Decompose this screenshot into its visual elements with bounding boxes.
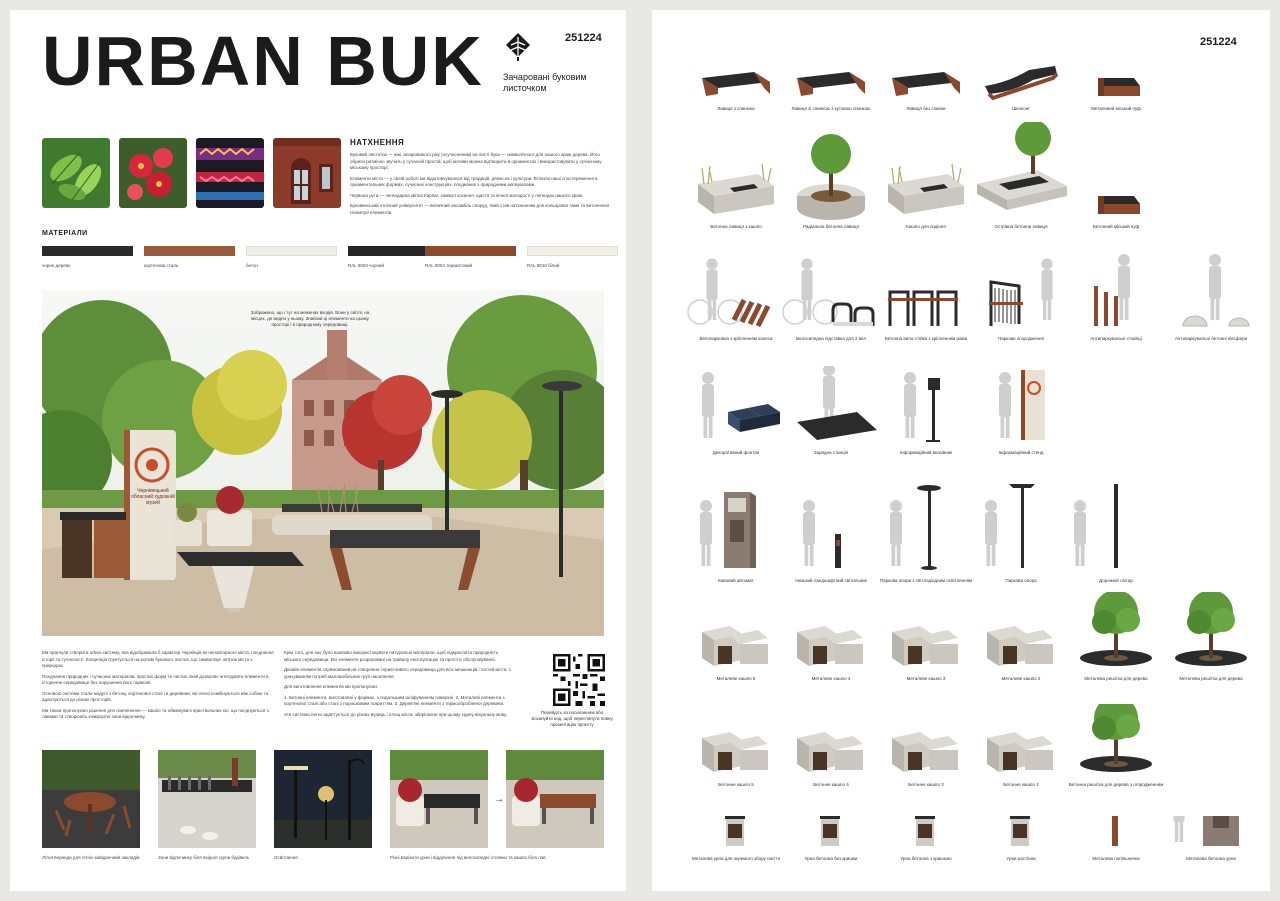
project-code: 251224 bbox=[565, 32, 602, 44]
catalog-item-image bbox=[684, 366, 788, 446]
catalog-item-image bbox=[779, 122, 883, 220]
catalog-item-image bbox=[969, 366, 1073, 446]
catalog-item bbox=[1064, 592, 1168, 682]
main-park-render bbox=[42, 290, 604, 636]
material-swatch bbox=[42, 246, 133, 256]
catalog-item bbox=[969, 366, 1073, 456]
catalog-item bbox=[874, 248, 978, 342]
scenario-thumbnail-bench-after bbox=[506, 750, 604, 848]
catalog-item bbox=[1159, 248, 1263, 342]
qr-caption: Перейдіть за посиланням або зіскануйте код, щоб переглянути повну презентацію проєкту bbox=[531, 710, 613, 727]
catalog-item bbox=[684, 248, 788, 342]
scenario-label: Літня веранда для літніх майданчиків закладів bbox=[42, 855, 140, 860]
catalog-item-label: Радіальна бетонна лавиця bbox=[803, 224, 859, 229]
description-paragraph: Дизайн елементів спрямований на створення сприятливого середовища для всіх мешканців і гостей міста, з урахуванням потреб маломобільних груп населення. bbox=[284, 667, 511, 679]
render-caption: Зображено, що і тут на меженах входів. Вони у світлі, на місцях, де видно у ньому. Знайомі ці елементи на цьому просторі і в природному середовищі. bbox=[250, 310, 370, 327]
catalog-item-image bbox=[1159, 248, 1263, 332]
catalog-item-label: Велосипедна підставка для 2 вел bbox=[795, 336, 867, 341]
catalog-item bbox=[1159, 816, 1263, 862]
catalog-item-label: Бетонний міський пуф bbox=[1092, 224, 1140, 229]
description-column-2 bbox=[284, 650, 516, 722]
material-swatch bbox=[527, 246, 618, 256]
catalog-item bbox=[969, 592, 1073, 682]
catalog-item bbox=[1159, 592, 1263, 682]
catalog-item-label: Велопарковка з кріпленням колеса bbox=[699, 336, 773, 341]
scenario-thumbnail-entrance bbox=[158, 750, 256, 848]
material-label: RAL 8004 теракотовий bbox=[425, 263, 472, 268]
catalog-item-label: Бетонне кашпо 4 bbox=[813, 782, 849, 787]
catalog-item bbox=[684, 366, 788, 456]
catalog-item bbox=[874, 122, 978, 230]
catalog-item bbox=[684, 484, 788, 584]
material-label: RAL 9004 чорний bbox=[348, 263, 384, 268]
catalog-item bbox=[874, 816, 978, 862]
catalog-item-label: Паркова опора з світлодіодним освітленням bbox=[879, 578, 973, 583]
inspiration-photo-beech-leaves bbox=[42, 138, 110, 208]
catalog-item-label: Шезлонг bbox=[1012, 106, 1030, 111]
description-paragraph: Уся система легко адаптується до різних вулиць і площ міста, зберігаючи при цьому єдину візуальну мову. bbox=[284, 711, 508, 717]
catalog-item-label: Бетонне кашпо 5 bbox=[718, 782, 754, 787]
scenario-thumbnail-terrace bbox=[42, 750, 140, 848]
catalog-item bbox=[779, 46, 883, 112]
catalog-item-label: Зарядна станція bbox=[813, 450, 849, 455]
catalog-item-label: Металеве кашпо 2 bbox=[1001, 676, 1041, 681]
catalog-item-label: Декоративний фонтан bbox=[712, 450, 760, 455]
presentation-sheet-right bbox=[652, 10, 1270, 891]
description-paragraph: 1. Бетонні елементи, виготовлені у формах, з подальшим шліфуванням поверхні. 2. Металеві елементи з кортенової сталі або сталі з порошковим покриттям. 3. Дерев'яні елементи з термообробленої деревини. bbox=[284, 694, 505, 706]
catalog-item-image bbox=[684, 248, 788, 332]
inspiration-paragraph: Червона рута — легендарна квітка Карпат, символ кохання, щастя та вічної молодості у легендах нашого краю. bbox=[350, 192, 584, 198]
catalog-item-image bbox=[969, 484, 1073, 574]
material-label: кортенова сталь bbox=[144, 263, 179, 268]
catalog-item-image bbox=[1064, 592, 1168, 672]
inspiration-text bbox=[350, 152, 610, 220]
inspiration-photo-university-facade bbox=[273, 138, 341, 208]
catalog-item-image bbox=[969, 592, 1073, 672]
catalog-item bbox=[684, 46, 788, 112]
scenario-thumbnail-bench-before bbox=[390, 750, 488, 848]
catalog-item-image bbox=[779, 592, 883, 672]
catalog-item bbox=[1064, 122, 1168, 230]
catalog-item bbox=[684, 592, 788, 682]
brand-title: URBAN BUK bbox=[42, 22, 484, 100]
catalog-item-image bbox=[874, 122, 978, 220]
catalog-item-image bbox=[684, 46, 788, 102]
catalog-item-label: Металева попільничка bbox=[1092, 856, 1140, 861]
catalog-item-label: Острівна бетонна лавиця bbox=[994, 224, 1048, 229]
catalog-item-image bbox=[969, 816, 1073, 852]
catalog-item-image bbox=[1064, 46, 1168, 102]
scenario-label: Різні варіанти урни і відділення під велосипедні стоянки та кашпо біля лав bbox=[390, 855, 546, 860]
catalog-item-label: Металева бетонна урна bbox=[1186, 856, 1236, 861]
description-paragraph: Ми також пропонуємо рішення для озеленення — кашпо та обмежувачі приствольних кіл, що поєднуються з лавами та створюють комфортні зони відпочинку. bbox=[42, 707, 269, 719]
inspiration-title: НАТХНЕННЯ bbox=[350, 138, 405, 147]
catalog-item-label: Антипаркувальні стовпці bbox=[1090, 336, 1142, 341]
catalog-item-image bbox=[779, 704, 883, 778]
catalog-item-label: Кашпо для сидіння bbox=[906, 224, 946, 229]
catalog-item-label: Низький ландшафтний світильник bbox=[795, 578, 867, 583]
catalog-item-image bbox=[874, 704, 978, 778]
catalog-item bbox=[874, 704, 978, 788]
catalog-item-label: Металева решітка для дерева bbox=[1179, 676, 1243, 681]
catalog-item-label: Паркове огородження bbox=[998, 336, 1044, 341]
catalog-item-image bbox=[684, 484, 788, 574]
catalog-item-label: Металеве кашпо 5 bbox=[716, 676, 756, 681]
arrow-right-icon: → bbox=[494, 794, 504, 805]
catalog-item-label: Лавиця зі спинкою з кутовою спинкою bbox=[791, 106, 871, 111]
scenario-label: Зони відпочинку біля вхідної групи будівель bbox=[158, 855, 250, 860]
catalog-item-image bbox=[1064, 484, 1168, 574]
materials-title: МАТЕРІАЛИ bbox=[42, 230, 88, 237]
catalog-item bbox=[969, 248, 1073, 342]
catalog-item bbox=[969, 484, 1073, 584]
catalog-item bbox=[779, 122, 883, 230]
catalog-item-image bbox=[779, 248, 883, 332]
catalog-item-image bbox=[1064, 248, 1168, 332]
catalog-item bbox=[779, 248, 883, 342]
catalog-item bbox=[969, 704, 1073, 788]
catalog-item bbox=[874, 46, 978, 112]
catalog-item-image bbox=[1159, 816, 1263, 852]
catalog-item bbox=[969, 816, 1073, 862]
catalog-item-label: Лавиця без спинки bbox=[906, 106, 946, 111]
catalog-item-image bbox=[684, 816, 788, 852]
inspiration-paragraph: Буковий листочок — ніжі зачарованого ріку (осучасненим) на листі бука — символічного для нашого краю дерева. Його обриси ритмічно звучать у сучасній простій, щоб мотиви можна відтворити в орнаментах і використовувати у сучасному міському просторі. bbox=[350, 152, 602, 170]
material-swatch bbox=[246, 246, 337, 256]
catalog-item-image bbox=[779, 816, 883, 852]
beech-leaf-logo-icon bbox=[503, 32, 533, 62]
catalog-item-image bbox=[684, 592, 788, 672]
inspiration-paragraph: Елементи міста — у своїй роботі ми відштовхувалися від традицій, ремесла і культури. Втілили наші спостереження в орнаментальних формах, сучасних конструкціях, поєднаних з природними матеріалами. bbox=[350, 175, 598, 187]
catalog-item-label: Урна настінна bbox=[1006, 856, 1036, 861]
catalog-item bbox=[1064, 248, 1168, 342]
catalog-item-label: Металеве кашпо 3 bbox=[906, 676, 946, 681]
catalog-item bbox=[684, 816, 788, 862]
catalog-item-label: Паркова опора bbox=[1005, 578, 1037, 583]
catalog-item-image bbox=[1064, 122, 1168, 220]
catalog-item-image bbox=[1064, 816, 1168, 852]
catalog-item-image bbox=[779, 484, 883, 574]
catalog-item bbox=[1064, 484, 1168, 584]
catalog-item-image bbox=[1064, 704, 1168, 778]
catalog-item-label: Антипаркувальні бетонні півсфери bbox=[1174, 336, 1248, 341]
description-column-1 bbox=[42, 650, 274, 725]
project-code: 251224 bbox=[1200, 36, 1237, 48]
catalog-item bbox=[969, 46, 1073, 112]
catalog-item-image bbox=[874, 592, 978, 672]
catalog-item-label: Бетонне кашпо 3 bbox=[908, 782, 944, 787]
catalog-item bbox=[1064, 46, 1168, 112]
inspiration-paragraph: Буковинський етнічний університет — величний ансамбль споруд, який став натхненням для кольорової гами та витонченої геометрії елементів. bbox=[350, 203, 610, 215]
catalog-item bbox=[779, 704, 883, 788]
catalog-item-label: Бетонна решітка для дерева з огородженням bbox=[1068, 782, 1164, 787]
catalog-item-image bbox=[874, 484, 978, 574]
info-stand-text: Чернівецький обласний художній музей bbox=[131, 488, 175, 506]
catalog-item-image bbox=[874, 366, 978, 446]
inspiration-photo-red-flowers bbox=[119, 138, 187, 208]
brand-tagline: Зачаровані буковим листочком bbox=[503, 72, 587, 93]
description-paragraph: Крім того, для нас було важливо використовувати натуральні матеріали, щоб підкреслити природність міського середовища. Всі елементи розраховані на тривалу експлуатацію та прості в обслуговуванні. bbox=[284, 650, 499, 662]
material-label: чорне дерево bbox=[42, 263, 71, 268]
catalog-item bbox=[779, 484, 883, 584]
material-label: RAL 9010 білий bbox=[527, 263, 560, 268]
catalog-item-label: Урна бетонна без кришки bbox=[804, 856, 858, 861]
catalog-item-image bbox=[779, 366, 883, 446]
scenario-label: Освітлення bbox=[274, 855, 298, 860]
catalog-item-image bbox=[874, 46, 978, 102]
catalog-item-label: Бетонна вело-стійка з кріпленням рами bbox=[884, 336, 968, 341]
catalog-item-image bbox=[684, 122, 788, 220]
inspiration-photo-embroidery bbox=[196, 138, 264, 208]
catalog-item-label: Лавиця з спинкою bbox=[717, 106, 755, 111]
catalog-item bbox=[969, 122, 1073, 230]
catalog-item-image bbox=[779, 46, 883, 102]
catalog-item-label: Кавовий автомат bbox=[718, 578, 754, 583]
description-paragraph: Поєднання природних і сучасних матеріалів, простих форм та чистих ліній дозволяє інтегрувати елементи в історичне середовище без порушення його гармонії. bbox=[42, 673, 269, 685]
catalog-item-label: Бетонна лавиця з кашпо bbox=[710, 224, 762, 229]
catalog-item-label: Бетонне кашпо 2 bbox=[1003, 782, 1039, 787]
catalog-item bbox=[1064, 704, 1168, 788]
catalog-item bbox=[684, 704, 788, 788]
catalog-item bbox=[779, 816, 883, 862]
catalog-item-label: Інформаційний стенд bbox=[998, 450, 1044, 455]
catalog-item bbox=[684, 122, 788, 230]
catalog-item-label: Інформаційний вказівник bbox=[899, 450, 953, 455]
catalog-item-image bbox=[969, 46, 1073, 102]
catalog-item bbox=[779, 592, 883, 682]
catalog-item-image bbox=[969, 122, 1073, 220]
catalog-item-image bbox=[1159, 592, 1263, 672]
qr-code-icon[interactable] bbox=[553, 654, 605, 706]
catalog-item-image bbox=[874, 248, 978, 332]
catalog-item-image bbox=[684, 704, 788, 778]
catalog-item-label: Металеве кашпо 4 bbox=[811, 676, 851, 681]
catalog-item bbox=[874, 592, 978, 682]
description-paragraph: Основою системи стали модулі з бетону, кортенової сталі та деревини, які легко комбінуються між собою та адаптуються до різних просторів. bbox=[42, 690, 269, 702]
catalog-item bbox=[874, 484, 978, 584]
presentation-sheet-left bbox=[10, 10, 626, 891]
material-swatch bbox=[425, 246, 516, 256]
catalog-item-label: Дорожній ліхтар bbox=[1099, 578, 1133, 583]
material-swatch bbox=[144, 246, 235, 256]
catalog-item-label: Металевий міський пуф bbox=[1091, 106, 1141, 111]
catalog-item bbox=[1064, 816, 1168, 862]
scenario-thumbnail-lighting bbox=[274, 750, 372, 848]
catalog-item bbox=[874, 366, 978, 456]
catalog-item bbox=[779, 366, 883, 456]
catalog-item-image bbox=[874, 816, 978, 852]
description-paragraph: Для виготовлення елементів ми пропонуємо: bbox=[284, 684, 379, 689]
catalog-item-image bbox=[969, 248, 1073, 332]
catalog-item-label: Металева урна для окремого збору сміття bbox=[691, 856, 781, 861]
catalog-item-label: Металева решітка для дерева bbox=[1084, 676, 1148, 681]
description-paragraph: Ми прагнули створити urban-систему, яка відображала б характер Чернівців як неповторного міста, поєднання історії та сучасності. Концепція ґрунтується на мотиві букового листка, що символізує зв'язок міста з природою. bbox=[42, 650, 274, 668]
catalog-item-image bbox=[969, 704, 1073, 778]
catalog-item-label: Урна бетонна з кришкою bbox=[900, 856, 952, 861]
material-label: бетон bbox=[246, 263, 258, 268]
